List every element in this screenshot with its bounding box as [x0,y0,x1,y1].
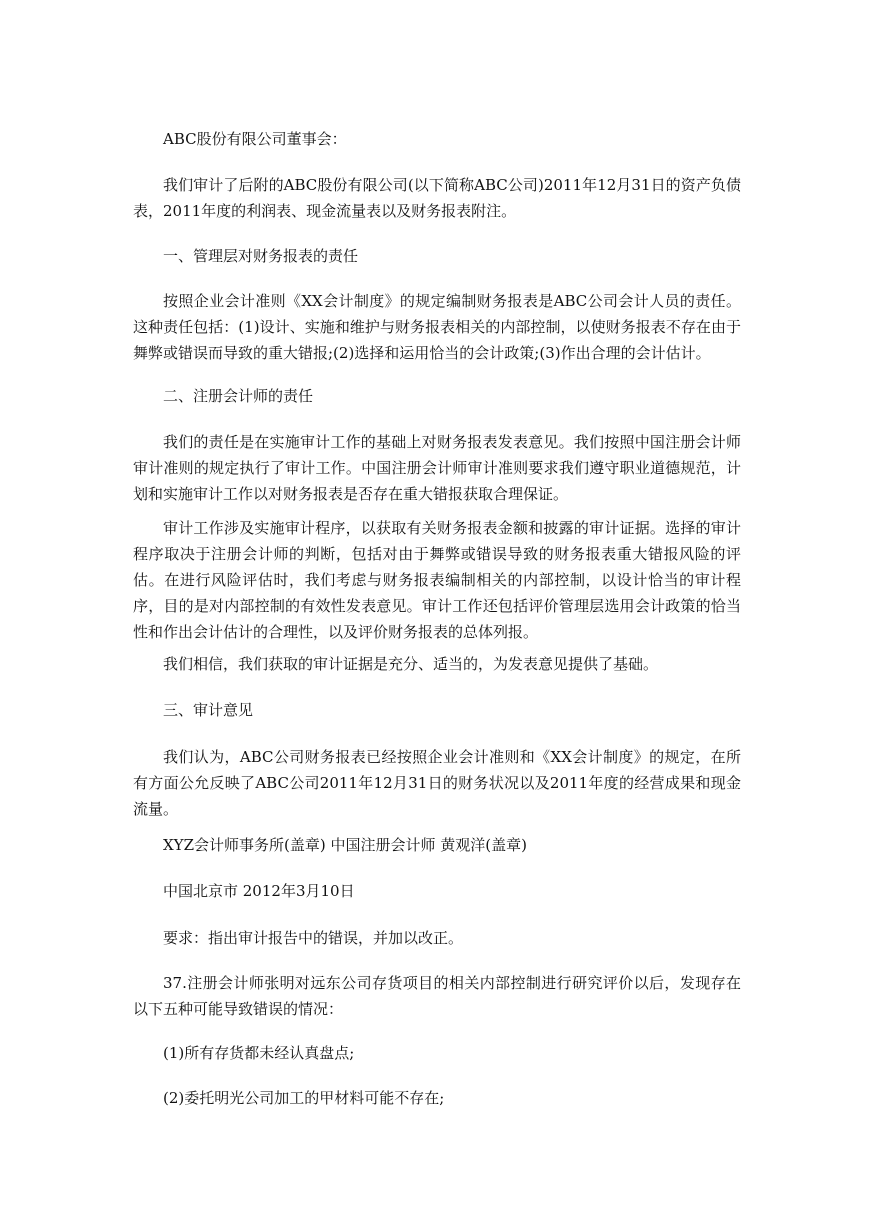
opinion-paragraph: 我们认为，ABC公司财务报表已经按照企业会计准则和《XX会计制度》的规定，在所有方面公允反映了ABC公司2011年12月31日的财务状况以及2011年度的经营成果和现金流量。 [133,748,741,818]
intro-paragraph: 我们审计了后附的ABC股份有限公司(以下简称ABC公司)2011年12月31日的资产负债表，2011年度的利润表、现金流量表以及财务报表附注。 [133,176,741,220]
list-item-2: (2)委托明光公司加工的甲材料可能不存在; [163,1089,445,1107]
requirement-line: 要求：指出审计报告中的错误，并加以改正。 [163,929,464,947]
auditor-responsibility-paragraph: 我们的责任是在实施审计工作的基础上对财务报表发表意见。我们按照中国注册会计师审计准则的规定执行了审计工作。中国注册会计师审计准则要求我们遵守职业道德规范，计划和实施审计工作以对财务报表是否存在重大错报获取合理保证。 [133,433,741,503]
section-heading-management: 一、管理层对财务报表的责任 [163,247,359,265]
management-responsibility-paragraph: 按照企业会计准则《XX会计制度》的规定编制财务报表是ABC公司会计人员的责任。这种责任包括：(1)设计、实施和维护与财务报表相关的内部控制，以使财务报表不存在由于舞弊或错误而导致的重大错报;(2)选择和运用恰当的会计政策;(3)作出合理的会计估计。 [133,292,741,362]
section-heading-opinion: 三、审计意见 [163,701,254,719]
section-heading-auditor: 二、注册会计师的责任 [163,387,314,405]
question-37-paragraph: 37.注册会计师张明对远东公司存货项目的相关内部控制进行研究评价以后，发现存在以下五种可能导致错误的情况： [133,974,741,1018]
audit-evidence-paragraph: 我们相信，我们获取的审计证据是充分、适当的，为发表意见提供了基础。 [163,655,659,673]
audit-procedures-paragraph: 审计工作涉及实施审计程序，以获取有关财务报表金额和披露的审计证据。选择的审计程序取决于注册会计师的判断，包括对由于舞弊或错误导致的财务报表重大错报风险的评估。在进行风险评估时，我们考虑与财务报表编制相关的内部控制，以设计恰当的审计程序，目的是对内部控制的有效性发表意见。审计工作还包括评价管理层选用会计政策的恰当性和作出会计估计的合理性，以及评价财务报表的总体列报。 [133,519,741,641]
signature-line: XYZ会计师事务所(盖章) 中国注册会计师 黄观洋(盖章) [163,836,527,854]
salutation: ABC股份有限公司董事会： [163,130,347,148]
place-date-line: 中国北京市 2012年3月10日 [163,882,355,900]
list-item-1: (1)所有存货都未经认真盘点; [163,1044,355,1062]
